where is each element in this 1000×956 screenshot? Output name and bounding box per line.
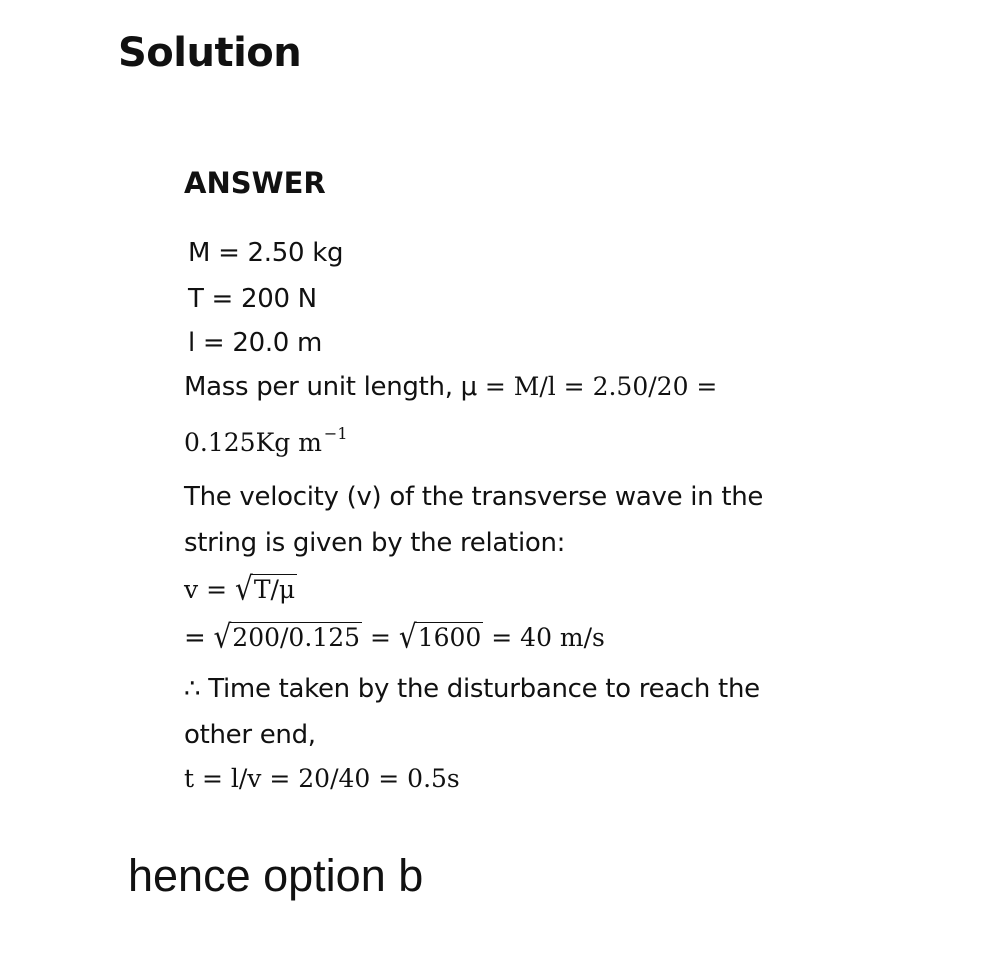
velocity-calc-result: = 40 m/s — [483, 623, 605, 652]
mass-per-length-text: Mass per unit length, μ — [184, 372, 477, 402]
given-tension: T = 200 N — [188, 284, 317, 314]
mass-per-length-result: 0.125Kg m — [184, 428, 322, 457]
given-length: l = 20.0 m — [188, 328, 323, 358]
velocity-intro-line2: string is given by the relation: — [184, 528, 566, 558]
velocity-formula-lhs: v = — [184, 575, 235, 604]
conclusion-text: hence option b — [128, 850, 424, 901]
solution-heading: Solution — [118, 30, 302, 76]
velocity-formula-radicand: T/μ — [253, 575, 296, 604]
sqrt-symbol — [213, 617, 362, 656]
sqrt-symbol — [398, 617, 483, 656]
time-formula: t = l/v = 20/40 = 0.5s — [184, 764, 460, 793]
mass-per-length-formula: = M/l = 2.50/20 = — [476, 372, 718, 401]
answer-label: ANSWER — [184, 166, 326, 200]
given-mass: M = 2.50 kg — [188, 238, 344, 268]
sqrt-symbol — [234, 569, 297, 608]
velocity-formula — [184, 569, 297, 608]
velocity-calc-radicand2: 1600 — [417, 623, 482, 652]
mass-per-length-line — [184, 372, 717, 402]
mass-per-length-result-line — [184, 424, 348, 457]
radical-sign: √ — [234, 569, 253, 608]
time-intro-line2: other end, — [184, 720, 316, 750]
radical-sign: √ — [398, 617, 417, 656]
radical-sign: √ — [213, 617, 232, 656]
velocity-calc-radicand1: 200/0.125 — [232, 623, 361, 652]
velocity-intro-line1: The velocity (v) of the transverse wave in the — [184, 482, 764, 512]
velocity-calc-prefix: = — [184, 623, 214, 653]
time-intro-line1: ∴ Time taken by the disturbance to reach the — [184, 674, 760, 704]
mass-per-length-exponent: −1 — [323, 424, 348, 443]
velocity-calc-mid: = — [362, 623, 399, 652]
velocity-calculation — [184, 617, 605, 656]
